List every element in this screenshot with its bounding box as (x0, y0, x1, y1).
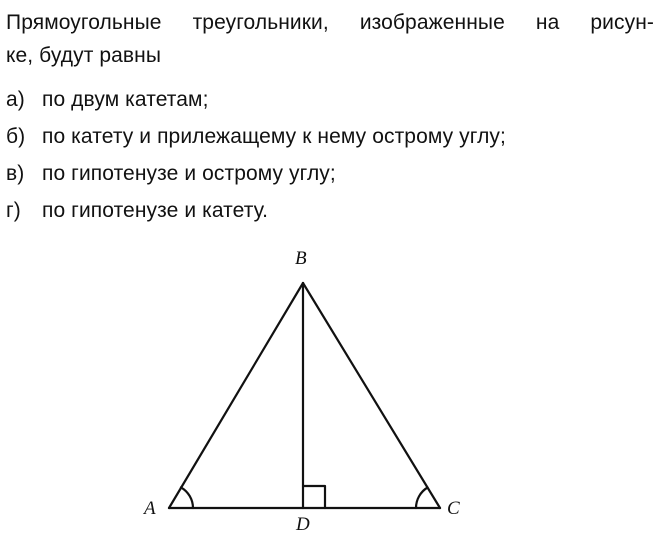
option-text: по гипотенузе и катету. (42, 199, 269, 222)
angle-arc-c (416, 488, 428, 509)
stem-word: рисун- (590, 11, 654, 34)
answer-options (6, 83, 658, 231)
stem-word: изображенные (359, 11, 505, 34)
option-text: по двум катетам; (42, 88, 209, 111)
stem-word: треугольники, (192, 11, 329, 34)
question-stem-line-2: ке, будут равны (6, 44, 162, 67)
segment-bc (303, 283, 440, 508)
stem-word: на (535, 11, 560, 34)
segment-ab (169, 283, 303, 508)
option-letter: в) (6, 162, 25, 185)
option-b (6, 120, 658, 157)
point-label-a: A (144, 498, 156, 519)
point-label-d: D (296, 514, 310, 533)
point-label-c: C (447, 498, 460, 519)
stem-word: Прямоугольные (6, 11, 162, 34)
angle-arc-a (181, 487, 193, 508)
option-c (6, 157, 658, 194)
point-label-b: B (295, 248, 307, 269)
option-letter: г) (6, 199, 21, 222)
option-text: по гипотенузе и острому углу; (42, 162, 336, 185)
question-text (6, 6, 658, 231)
right-angle-mark (303, 486, 325, 508)
option-letter: а) (6, 88, 25, 111)
option-a (6, 83, 658, 120)
option-letter: б) (6, 125, 26, 148)
option-text: по катету и прилежащему к нему острому углу; (42, 125, 506, 148)
question-stem-line-1 (6, 6, 654, 39)
option-d (6, 194, 658, 231)
